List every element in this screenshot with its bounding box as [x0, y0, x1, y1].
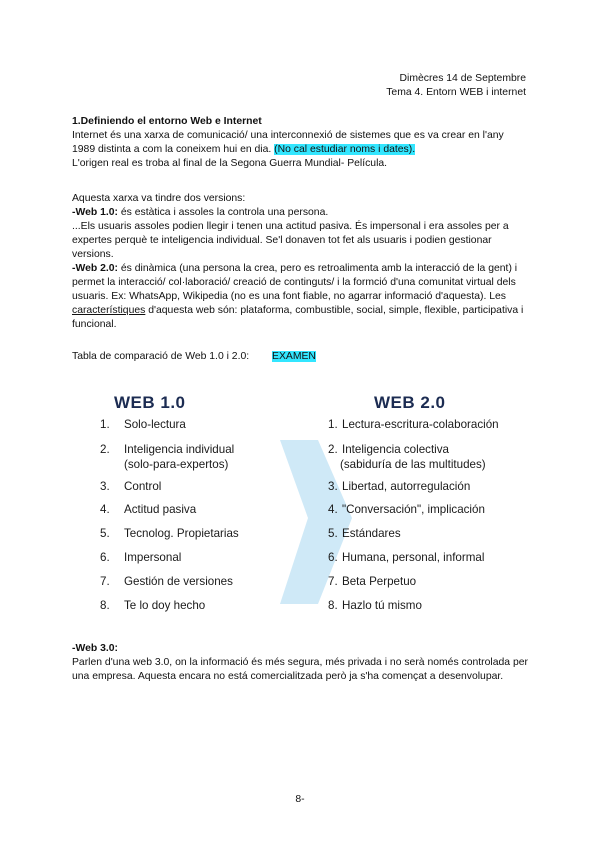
web3-text: Parlen d'una web 3.0, on la informació és més segura, més privada i no serà només controlada per una empresa. Aquesta encara no está comercialitzada però ja s'ha començat a desenvolupar. [72, 657, 528, 682]
web2-item-number: 2. [328, 443, 338, 456]
web1-title: WEB 1.0 [114, 393, 186, 412]
web1-item-number: 6. [100, 551, 110, 564]
web2-title: WEB 2.0 [374, 393, 446, 412]
web1-item-number: 2. [100, 443, 110, 456]
section1-text: Internet és una xarxa de comunicació/ una interconnexió de sistemes que es va crear en l'any 1989 distinta a com la coneixem hui en dia. [72, 130, 504, 155]
web2-item-text: Hazlo tú mismo [342, 599, 422, 612]
web2-item-text: Libertad, autorregulación [342, 480, 471, 493]
comparison-caption-row [72, 350, 528, 364]
web3-section [72, 642, 528, 684]
web2-item-number: 3. [328, 480, 338, 493]
web2-text-b: d'aquesta web són: plataforma, combustible, social, simple, flexible, participativa i funcional. [72, 305, 524, 330]
web2-item-text: Estándares [342, 527, 401, 540]
web2-underlined: característiques [72, 305, 146, 316]
web1-item-text: Inteligencia individual [124, 443, 235, 456]
comparison-caption: Tabla de comparació de Web 1.0 i 2.0: [72, 351, 250, 362]
web1-item-subtext: (solo-para-expertos) [124, 458, 229, 471]
web2-item-text: Beta Perpetuo [342, 575, 417, 588]
web2-item-number: 6. [328, 551, 338, 564]
web1-item-text: Impersonal [124, 551, 182, 564]
web2-item-number: 5. [328, 527, 338, 540]
header-date: Dimècres 14 de Septembre [399, 73, 526, 84]
web2-item-subtext: (sabiduría de las multitudes) [340, 458, 486, 471]
web2-label: -Web 2.0: [72, 263, 118, 274]
web2-item-text: Humana, personal, informal [342, 551, 485, 564]
web2-item-text: "Conversación", implicación [342, 503, 485, 516]
web1-definition [72, 206, 528, 220]
web1-item-number: 1. [100, 418, 110, 431]
versions-intro: Aquesta xarxa va tindre dos versions: [72, 193, 246, 204]
web1-item-text: Control [124, 480, 162, 493]
web1-text: és estàtica i assoles la controla una persona. [118, 207, 329, 218]
web1-item-text: Tecnolog. Propietarias [124, 527, 239, 540]
web1-item-number: 8. [100, 599, 110, 612]
section1-title: 1.Definiendo el entorno Web e Internet [72, 116, 262, 127]
web1-details: ...Els usuaris assoles podien llegir i tenen una actitud pasiva. És impersonal i era assoles per a expertes perquè te inteligencia individual. Se'l donaven tot fet als usuaris i podien gestionar versions. [72, 221, 509, 260]
web2-item-number: 8. [328, 599, 338, 612]
page-number: 8- [295, 794, 305, 805]
section1-paragraph [72, 129, 528, 157]
web2-item-text: Inteligencia colectiva [342, 443, 449, 456]
web1-item-number: 4. [100, 503, 110, 516]
web2-item-number: 4. [328, 503, 338, 516]
web2-item-text: Lectura-escritura-colaboración [342, 418, 499, 431]
web1-label: -Web 1.0: [72, 207, 118, 218]
web1-item-text: Actitud pasiva [124, 503, 197, 516]
web2-definition [72, 262, 528, 332]
section1-origin: L'origen real es troba al final de la Segona Guerra Mundial- Película. [72, 158, 388, 169]
web2-text-a: és dinàmica (una persona la crea, pero es retroalimenta amb la interacció de la gent) i permet la interacció/ col·laboració/ creació de continguts/ i la formció d'una comunitat virtual dels usuaris. Ex: WhatsApp, Wikipedia (no es una font fiable, no agarrar informació d'aquesta). Les [72, 263, 518, 302]
versions-section [72, 192, 528, 332]
web1-item-text: Te lo doy hecho [124, 599, 206, 612]
highlight-note: (No cal estudiar noms i dates). [274, 144, 416, 155]
web1-item-number: 7. [100, 575, 110, 588]
header-topic: Tema 4. Entorn WEB i internet [386, 87, 526, 98]
web2-item-number: 1. [328, 418, 338, 431]
exam-tag: EXAMEN [272, 351, 316, 362]
web1-item-number: 5. [100, 527, 110, 540]
comparison-table-image [72, 388, 528, 620]
section1 [72, 115, 528, 171]
web1-item-text: Gestión de versiones [124, 575, 233, 588]
web2-item-number: 7. [328, 575, 338, 588]
web1-item-number: 3. [100, 480, 110, 493]
web1-item-text: Solo-lectura [124, 418, 186, 431]
web3-label: -Web 3.0: [72, 643, 118, 654]
